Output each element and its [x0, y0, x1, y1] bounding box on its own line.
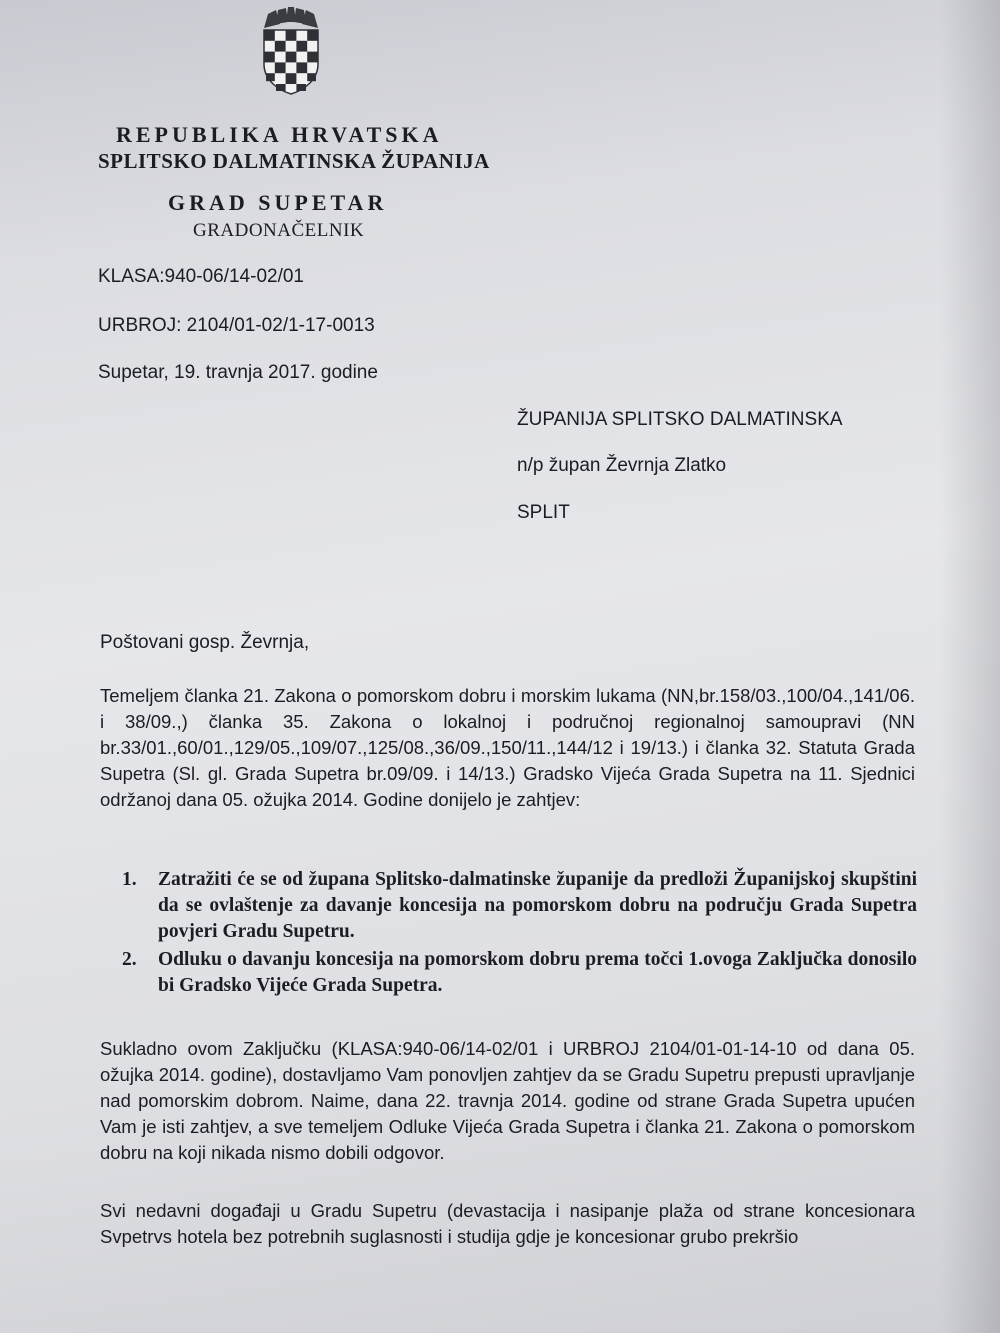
letterhead-city: GRAD SUPETAR [168, 190, 388, 215]
page-edge-shadow [940, 0, 1000, 1333]
reference-urbroj: URBROJ: 2104/01-02/1-17-0013 [98, 315, 375, 336]
recipient-attention: n/p župan Ževrnja Zlatko [517, 455, 727, 476]
list-item-number: 1. [122, 869, 137, 890]
list-item-text: Zatražiti će se od župana Splitsko-dalmatinske županije da predloži Županijskoj skupštini da se ovlaštenje za davanje koncesija na pomorskom dobru na području Grada Supetra povjeri Gradu Supetru. [158, 869, 917, 942]
greeting: Poštovani gosp. Ževrnja, [100, 632, 310, 653]
paragraph-intro: Temeljem članka 21. Zakona o pomorskom dobru i morskim lukama (NN,br.158/03.,100/04.,141/06. i 38/09.,) članka 35. Zakona o lokalnoj i područnoj regionalnoj samoupravi (NN br.33/01.,60/01.,129/05.,109/07.,125/08.,36/09.,150/11.,144/12 i 19/13.) i članka 32. Statuta Grada Supetra (Sl. gl. Grada Supetra br.09/09. i 14/13.) Gradsko Vijeća Grada Supetra na 11. Sjednici održanoj dana 05. ožujka 2014. Godine donijelo je zahtjev: [100, 685, 915, 810]
decision-list [122, 867, 917, 1001]
letterhead [98, 122, 568, 174]
paragraph-request: Sukladno ovom Zaključku (KLASA:940-06/14-02/01 i URBROJ 2104/01-01-14-10 od dana 05. ožujka 2014. godine), dostavljamo Vam ponovljen zahtjev da se Gradu Supetru prepusti upravljanje nad pomorskim dobrom. Naime, dana 22. travnja 2014. godine od strane Grada Supetra upućen Vam je isti zahtjev, a sve temeljem Odluke Vijeća Grada Supetra i članka 21. Zakona o pomorskom dobru na koji nikada nismo dobili odgovor. [100, 1038, 915, 1163]
letterhead-county: SPLITSKO DALMATINSKA ŽUPANIJA [98, 149, 490, 173]
reference-date: Supetar, 19. travnja 2017. godine [98, 362, 378, 383]
recipient-name: ŽUPANIJA SPLITSKO DALMATINSKA [517, 409, 843, 430]
list-item-number: 2. [122, 949, 137, 970]
paragraph-events: Svi nedavni događaji u Gradu Supetru (devastacija i nasipanje plaža od strane koncesionara Svpetrvs hotela bez potrebnih suglasnosti i studija gdje je koncesionar grubo prekršio [100, 1200, 915, 1247]
list-item [122, 867, 917, 945]
list-item-text: Odluku o davanju koncesija na pomorskom dobru prema točci 1.ovoga Zaključka donosilo bi Gradsko Vijeće Grada Supetra. [158, 949, 917, 996]
list-item [122, 947, 917, 999]
croatian-coat-of-arms-icon [258, 6, 324, 96]
recipient-city: SPLIT [517, 502, 570, 523]
reference-klasa: KLASA:940-06/14-02/01 [98, 266, 304, 287]
letterhead-republic: REPUBLIKA HRVATSKA [116, 122, 443, 147]
letterhead-office: GRADONAČELNIK [193, 220, 365, 241]
